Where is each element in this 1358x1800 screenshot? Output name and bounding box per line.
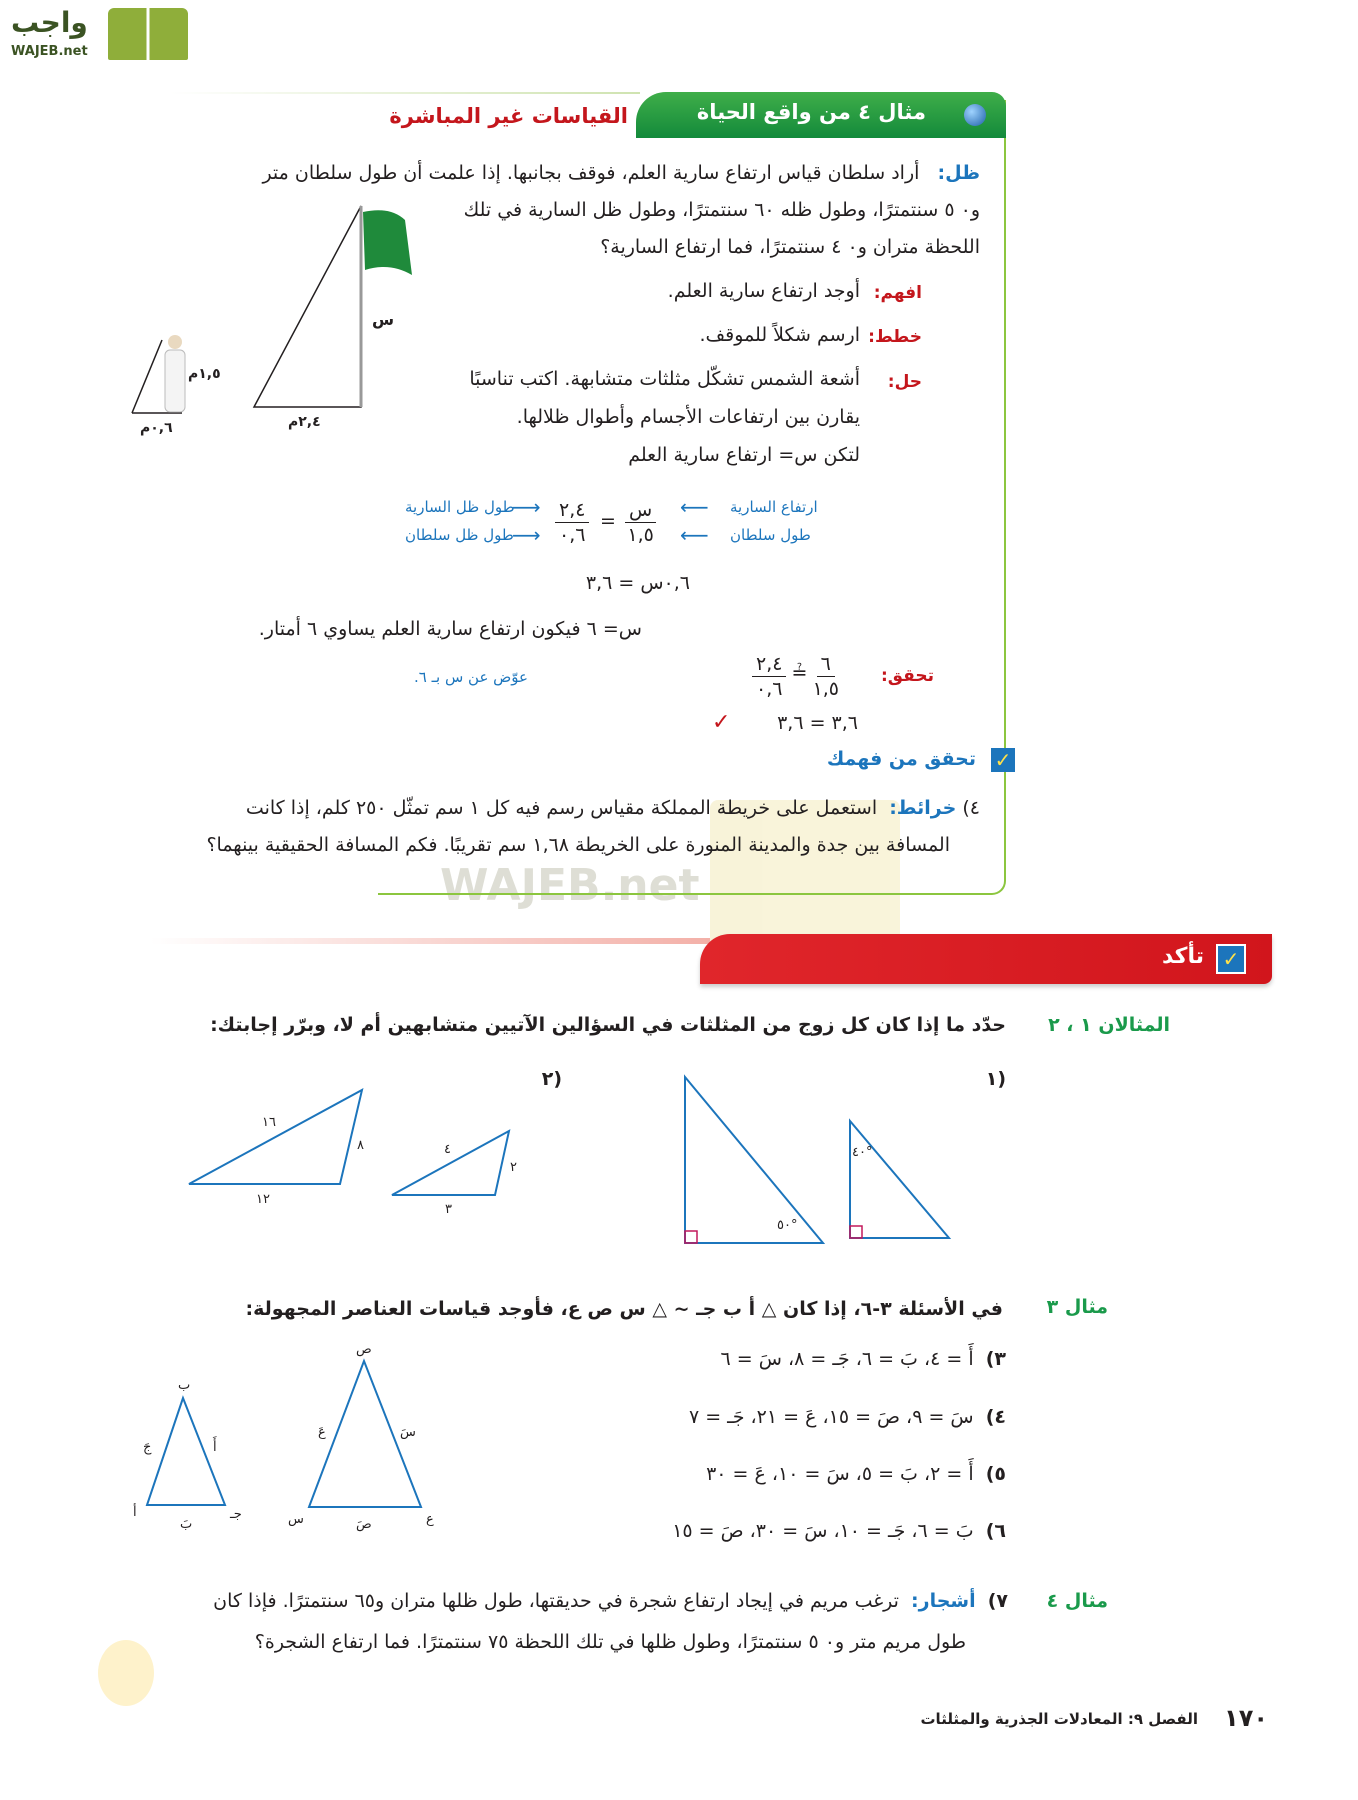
angle-label: ٥٠° xyxy=(777,1218,798,1233)
side-label: أَ xyxy=(213,1440,217,1455)
arrow-left-icon: ⟵ xyxy=(680,495,709,519)
solve-label: حل: xyxy=(887,372,922,392)
q7-line-1: ٧) أشجار: ترغب مريم في إيجاد ارتفاع شجرة في حديقتها، طول ظلها متران و٦٥ سنتمترًا. فإذا كان xyxy=(213,1590,1008,1612)
side-label: جَ xyxy=(143,1440,152,1455)
example-header-title: مثال ٤ من واقع الحياة xyxy=(696,100,926,124)
shadow-label: ظل: xyxy=(937,162,980,184)
problem-line-3: اللحظة متران و٠ ٤ سنتمترًا، فما ارتفاع السارية؟ xyxy=(600,236,980,258)
logo-text: واجب xyxy=(11,6,88,39)
vertex-label: أ xyxy=(133,1505,137,1520)
plan-text: ارسم شكلاً للموقف. xyxy=(699,324,860,346)
vertex-label: ع xyxy=(426,1512,434,1527)
arrow-right-icon: ⟶ xyxy=(512,523,541,547)
q4-line-1: ٤) خرائط: استعمل على خريطة المملكة مقياس رسم فيه كل ١ سم تمثّل ٢٥٠ كلم، إذا كانت xyxy=(245,797,980,819)
vertex-label: جـ xyxy=(230,1507,242,1522)
pole-shadow-label: ٢,٤م xyxy=(288,414,321,430)
item-3: ٣) أَ = ٤، بَ = ٦، جَـ = ٨، سَ = ٦ xyxy=(720,1348,1006,1370)
side-label: ٢ xyxy=(510,1160,517,1175)
problem-line-1: ظل: أراد سلطان قياس ارتفاع سارية العلم، فوقف بجانبها. إذا علمت أن طول سلطان متر xyxy=(262,162,980,184)
solve-line-1: أشعة الشمس تشكّل مثلثات متشابهة. اكتب تناسبًا xyxy=(469,368,860,390)
side-tab-icon xyxy=(98,1640,154,1706)
check-equation: $\frac{٢,٤}{٠,٦}$ ≟ $\frac{٦}{١,٥}$ xyxy=(752,652,839,701)
q7-line-2: طول مريم متر و٠ ٥ سنتمترًا، وطول ظلها في تلك اللحظة ٧٥ سنتمترًا. فما ارتفاع الشجرة؟ xyxy=(254,1631,966,1653)
arrow-right-icon: ⟶ xyxy=(512,495,541,519)
vertex-label: ب xyxy=(178,1378,191,1393)
trees-label: أشجار: xyxy=(911,1590,976,1612)
pole-label: س xyxy=(372,310,395,329)
checkmark-icon: ✓ xyxy=(712,710,731,735)
vertex-label: ص xyxy=(356,1342,372,1357)
solve-line-2: يقارن بين ارتفاعات الأجسام وأطوال ظلالها. xyxy=(516,406,860,428)
confirm-title: تأكد xyxy=(1161,944,1204,969)
understand-text: أوجد ارتفاع سارية العلم. xyxy=(667,280,860,302)
checkbox-icon: ✓ xyxy=(1216,944,1246,974)
q1-number: (١ xyxy=(985,1068,1006,1090)
item-5: ٥) أَ = ٢، بَ = ٥، سَ = ١٠، عَ = ٣٠ xyxy=(706,1463,1006,1485)
q2-number: (٢ xyxy=(541,1068,562,1090)
side-label: ٣ xyxy=(445,1202,452,1217)
watermark: WAJEB.net xyxy=(440,800,920,980)
vertex-label: س xyxy=(288,1512,304,1527)
arrow-left-icon: ⟵ xyxy=(680,523,709,547)
instruction-1: حدّد ما إذا كان كل زوج من المثلثات في السؤالين الآتيين متشابهين أم لا، وبرّر إجابتك: xyxy=(210,1014,1006,1036)
check-label: تحقق: xyxy=(881,666,934,686)
check-understanding-title: تحقق من فهمك xyxy=(826,748,976,770)
note-flag-height: ارتفاع السارية xyxy=(730,498,818,516)
maps-label: خرائط: xyxy=(889,797,957,819)
note-flag-shadow: طول ظل السارية xyxy=(405,498,515,516)
right-fraction: ٢,٤ ٠,٦ xyxy=(555,498,589,547)
side-label: عَ xyxy=(318,1425,326,1440)
left-fraction: س ١,٥ xyxy=(625,498,656,547)
chapter-title: الفصل ٩: المعادلات الجذرية والمثلثات xyxy=(920,1710,1198,1728)
example-topic: القياسات غير المباشرة xyxy=(389,104,628,128)
man-shadow-label: ٠,٦م xyxy=(140,420,173,436)
page-number: ١٧٠ xyxy=(1224,1704,1268,1732)
understand-label: افهم: xyxy=(873,283,922,303)
checkbox-icon: ✓ xyxy=(991,748,1015,772)
side-label: ١٢ xyxy=(256,1192,270,1207)
plan-label: خطط: xyxy=(868,327,922,347)
equals-sign: = xyxy=(600,510,616,532)
side-label: بَ xyxy=(180,1517,193,1532)
side-label: ١٦ xyxy=(262,1115,276,1130)
q4-line-2: المسافة بين جدة والمدينة المنورة على الخريطة ١,٦٨ سم تقريبًا. فكم المسافة الحقيقية بينهما؟ xyxy=(206,834,950,856)
item-4: ٤) سَ = ٩، صَ = ١٥، عَ = ٢١، جَـ = ٧ xyxy=(688,1406,1006,1428)
result-text: س= ٦ فيكون ارتفاع سارية العلم يساوي ٦ أمتار. xyxy=(258,618,642,640)
ref-example-4: مثال ٤ xyxy=(1046,1590,1108,1612)
check-note: عوّض عن س بـ ٦. xyxy=(414,668,528,686)
side-label: سَ xyxy=(400,1425,416,1440)
note-sultan-shadow: طول ظل سلطان xyxy=(405,526,514,544)
step-equation: ٠,٦س = ٣,٦ xyxy=(585,572,690,594)
problem-line-2: و٠ ٥ سنتمترًا، وطول ظله ٦٠ سنتمترًا، وطول ظل السارية في تلك xyxy=(463,199,980,221)
ref-examples-1-2: المثالان ١ ، ٢ xyxy=(1048,1014,1170,1036)
solve-line-3: لتكن س= ارتفاع سارية العلم xyxy=(628,444,860,466)
man-height-label: ١,٥م xyxy=(188,366,221,382)
side-label: ٤ xyxy=(444,1142,451,1157)
side-label: ٨ xyxy=(357,1138,364,1153)
logo-text-en: WAJEB.net xyxy=(11,44,88,59)
ref-example-3: مثال ٣ xyxy=(1046,1296,1108,1318)
side-label: صَ xyxy=(356,1517,372,1532)
note-sultan-height: طول سلطان xyxy=(730,526,811,544)
instruction-3: في الأسئلة ٣-٦، إذا كان △ أ ب جـ ~ △ س ص ع، فأوجد قياسات العناصر المجهولة: xyxy=(245,1298,1003,1320)
item-6: ٦) بَ = ٦، جَـ = ١٠، سَ = ٣٠، صَ = ١٥ xyxy=(672,1520,1006,1542)
check-result: ٣,٦ = ٣,٦ xyxy=(777,712,858,734)
angle-label: ٤٠° xyxy=(852,1145,873,1160)
